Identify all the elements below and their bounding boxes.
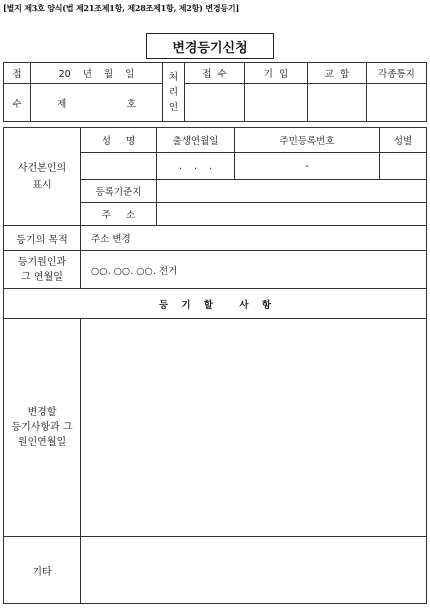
cause-field[interactable]: ○○. ○○. ○○. 전거 (81, 251, 427, 289)
application-table (3, 127, 427, 604)
stamp-check[interactable] (308, 84, 367, 122)
purpose-field[interactable]: 주소 변경 (81, 226, 427, 251)
stamp-receipt[interactable] (185, 84, 245, 122)
birth-header: 출생연월일 (157, 128, 235, 153)
name-field[interactable] (81, 153, 157, 180)
other-field[interactable] (81, 537, 427, 604)
col-notice: 각종통지 (367, 63, 427, 84)
registry-label: 등록기준지 (81, 180, 157, 203)
address-label: 주 소 (81, 203, 157, 226)
stamp-notice[interactable] (367, 84, 427, 122)
col-check: 교 합 (308, 63, 367, 84)
person-section-label: 사건본인의 표시 (4, 128, 81, 226)
registry-field[interactable] (157, 180, 427, 203)
receipt-label-bottom: 수 (4, 84, 31, 122)
other-label: 기타 (4, 537, 81, 604)
address-field[interactable] (157, 203, 427, 226)
rrn-field[interactable]: - (235, 153, 380, 180)
change-field[interactable] (81, 319, 427, 537)
receipt-label-top: 접 (4, 63, 31, 84)
stamp-entry[interactable] (245, 84, 308, 122)
gender-header: 성별 (380, 128, 427, 153)
gender-field[interactable] (380, 153, 427, 180)
form-title: 변경등기신청 (146, 33, 274, 59)
col-entry: 기 입 (245, 63, 308, 84)
receipt-number-field[interactable]: 제 호 (31, 84, 163, 122)
items-heading: 등 기 할 사 항 (4, 289, 427, 319)
name-header: 성 명 (81, 128, 157, 153)
receipt-date-field[interactable]: 20 년 월 일 (31, 63, 163, 84)
process-label: 처 리 인 (163, 63, 185, 122)
rrn-header: 주민등록번호 (235, 128, 380, 153)
change-label: 변경할 등기사항과 그 원인연월일 (4, 319, 81, 537)
cause-label: 등기원인과 그 연월일 (4, 251, 81, 289)
birth-field[interactable]: . . . (157, 153, 235, 180)
col-receipt: 접 수 (185, 63, 245, 84)
purpose-label: 등기의 목적 (4, 226, 81, 251)
form-header: [별지 제3호 양식(법 제21조제1항, 제28조제1항, 제2항) 변경등기] (3, 3, 240, 13)
receipt-table (3, 62, 427, 122)
